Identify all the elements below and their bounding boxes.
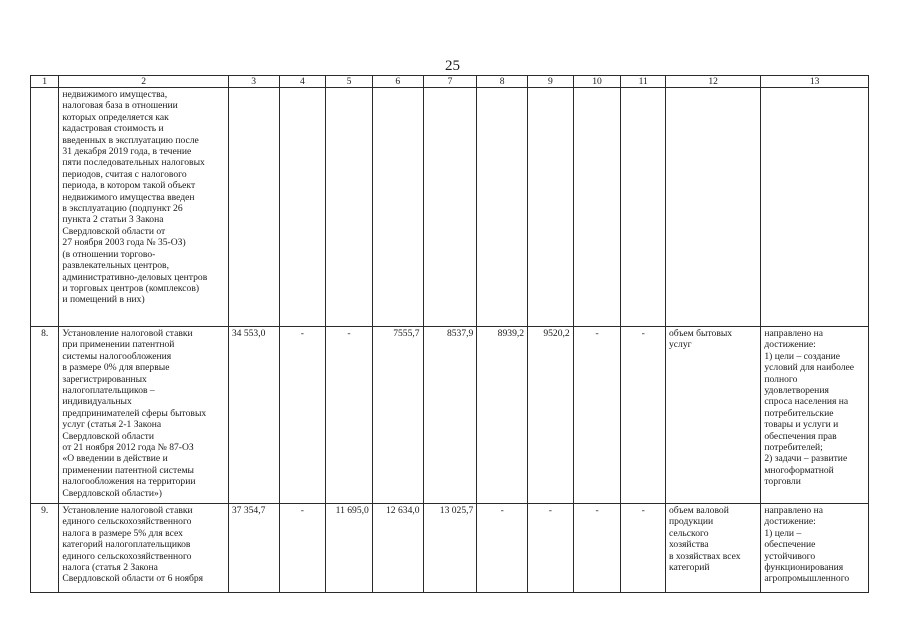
- column-header: 12: [666, 76, 761, 88]
- column-header: 1: [31, 76, 59, 88]
- value-cell: -: [621, 504, 666, 593]
- column-number-row: [31, 76, 869, 88]
- value-cell: -: [477, 504, 528, 593]
- value-cell: -: [573, 327, 621, 504]
- page-number: 25: [445, 58, 460, 74]
- indicator-cell: объем бытовых услуг: [666, 327, 761, 504]
- value-cell: -: [326, 327, 373, 504]
- value-cell: 13 025,7: [423, 504, 477, 593]
- column-header: 7: [423, 76, 477, 88]
- value-cell: [528, 88, 574, 327]
- row-number: [31, 88, 59, 327]
- column-header: 6: [372, 76, 423, 88]
- value-cell: -: [621, 327, 666, 504]
- goal-cell: направлено на достижение: 1) цели – обеспечение устойчивого функционирования агропромышленного: [761, 504, 869, 593]
- value-cell: [423, 88, 477, 327]
- table-row: [31, 504, 869, 593]
- benefits-table: [30, 75, 869, 593]
- value-cell: 7555,7: [372, 327, 423, 504]
- column-header: 8: [477, 76, 528, 88]
- column-header: 4: [279, 76, 326, 88]
- value-cell: [228, 88, 279, 327]
- goal-cell: направлено на достижение: 1) цели – создание условий для наиболее полного удовлетворения спроса населения на потребительские товары и услуги и обеспечения прав потребителей; 2) задачи – развитие многоформатной торговли: [761, 327, 869, 504]
- value-cell: -: [279, 327, 326, 504]
- value-cell: [326, 88, 373, 327]
- column-header: 2: [59, 76, 228, 88]
- value-cell: [621, 88, 666, 327]
- table-row: [31, 88, 869, 327]
- value-cell: -: [528, 504, 574, 593]
- benefit-name: недвижимого имущества, налоговая база в отношении которых определяется как кадастровая стоимость и введенных в эксплуатацию после 31 декабря 2019 года, в течение пяти последовательных налоговых периодов, считая с налогового периода, в котором такой объект недвижимого имущества введен в эксплуатацию (подпункт 26 пункта 2 статьи 3 Закона Свердловской области от 27 ноября 2003 года № 35-ОЗ) (в отношении торгово- развлекательных центров, административно-деловых центров и торговых центров (комплексов) и помещений в них): [59, 88, 228, 327]
- value-cell: 34 553,0: [228, 327, 279, 504]
- value-cell: [573, 88, 621, 327]
- value-cell: 8939,2: [477, 327, 528, 504]
- goal-cell: [761, 88, 869, 327]
- value-cell: 9520,2: [528, 327, 574, 504]
- value-cell: [279, 88, 326, 327]
- value-cell: 37 354,7: [228, 504, 279, 593]
- value-cell: 12 634,0: [372, 504, 423, 593]
- value-cell: -: [279, 504, 326, 593]
- table-row: [31, 327, 869, 504]
- indicator-cell: [666, 88, 761, 327]
- benefit-name: Установление налоговой ставки при применении патентной системы налогообложения в размере 0% для впервые зарегистрированных налогоплательщиков – индивидуальных предпринимателей сферы бытовых услуг (статья 2-1 Закона Свердловской области от 21 ноября 2012 года № 87-ОЗ «О введении в действие и применении патентной системы налогообложения на территории Свердловской области»): [59, 327, 228, 504]
- value-cell: -: [573, 504, 621, 593]
- value-cell: 11 695,0: [326, 504, 373, 593]
- value-cell: [372, 88, 423, 327]
- indicator-cell: объем валовой продукции сельского хозяйства в хозяйствах всех категорий: [666, 504, 761, 593]
- column-header: 5: [326, 76, 373, 88]
- benefit-name: Установление налоговой ставки единого сельскохозяйственного налога в размере 5% для всех категорий налогоплательщиков единого сельскохозяйственного налога (статья 2 Закона Свердловской области от 6 ноября: [59, 504, 228, 593]
- column-header: 11: [621, 76, 666, 88]
- value-cell: [477, 88, 528, 327]
- row-number: 9.: [31, 504, 59, 593]
- column-header: 13: [761, 76, 869, 88]
- column-header: 3: [228, 76, 279, 88]
- value-cell: 8537,9: [423, 327, 477, 504]
- column-header: 9: [528, 76, 574, 88]
- column-header: 10: [573, 76, 621, 88]
- row-number: 8.: [31, 327, 59, 504]
